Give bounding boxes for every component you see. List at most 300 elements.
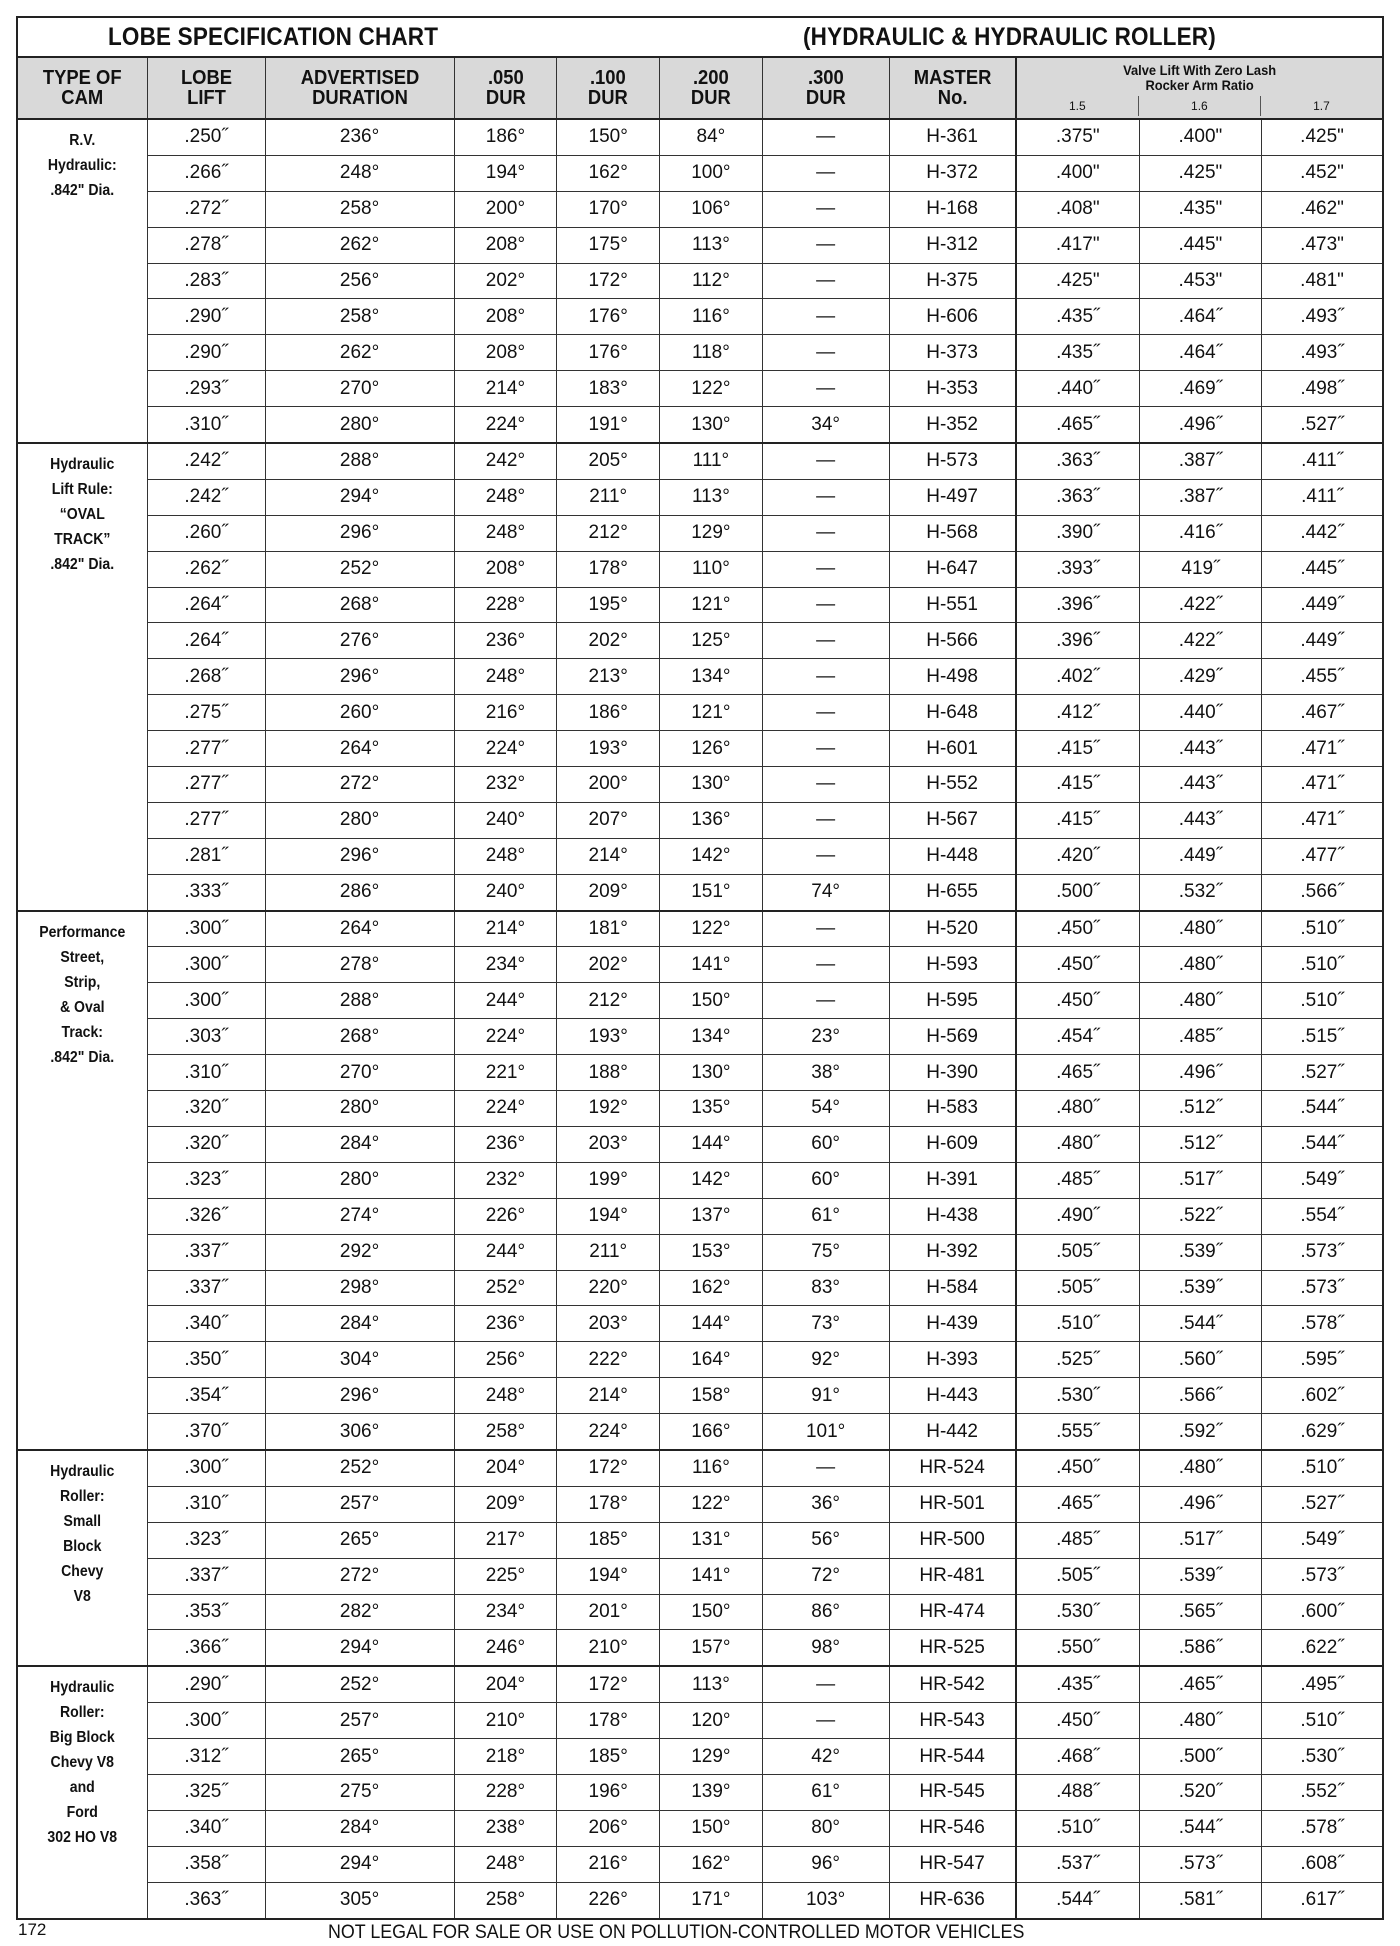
master-no-cell: H-442 xyxy=(889,1414,1016,1450)
dur-100-cell: 201° xyxy=(557,1594,660,1630)
dur-300-cell: — xyxy=(762,911,889,947)
master-no-cell: HR-547 xyxy=(889,1846,1016,1882)
dur-100-cell: 162° xyxy=(557,155,660,191)
dur-100-cell: 186° xyxy=(557,695,660,731)
advertised-duration-cell: 264° xyxy=(265,731,454,767)
dur-200-cell: 150° xyxy=(660,1810,763,1846)
dur-050-cell: 248° xyxy=(454,1378,557,1414)
page-footer xyxy=(0,1920,1400,1944)
advertised-duration-cell: 292° xyxy=(265,1234,454,1270)
valve-lift-1-6-cell: .440˝ xyxy=(1139,695,1261,731)
lobe-lift-cell: .363˝ xyxy=(147,1882,265,1918)
cam-type-label-line: Block xyxy=(63,1537,102,1555)
valve-lift-1-5-cell: .500˝ xyxy=(1016,874,1139,910)
valve-lift-1-7-cell: .411˝ xyxy=(1262,443,1383,479)
dur-100-cell: 207° xyxy=(557,802,660,838)
valve-lift-1-6-cell: .500˝ xyxy=(1139,1739,1261,1775)
dur-100-cell: 192° xyxy=(557,1091,660,1127)
dur-050-cell: 208° xyxy=(454,335,557,371)
valve-lift-1-6-cell: .522˝ xyxy=(1139,1198,1261,1234)
valve-lift-1-5-cell: .415˝ xyxy=(1016,767,1139,803)
valve-lift-1-5-cell: .505˝ xyxy=(1016,1558,1139,1594)
dur-050-cell: 224° xyxy=(454,1019,557,1055)
dur-300-cell: — xyxy=(762,515,889,551)
dur-050-cell: 218° xyxy=(454,1739,557,1775)
dur-200-cell: 139° xyxy=(660,1774,763,1810)
cam-type-label-line: V8 xyxy=(73,1587,91,1605)
dur-050-cell: 194° xyxy=(454,155,557,191)
dur-100-cell: 185° xyxy=(557,1522,660,1558)
valve-lift-1-6-cell: .443˝ xyxy=(1139,802,1261,838)
valve-lift-1-6-cell: .496˝ xyxy=(1139,407,1261,443)
dur-050-cell: 228° xyxy=(454,587,557,623)
advertised-duration-cell: 294° xyxy=(265,1630,454,1666)
dur-300-cell: 91° xyxy=(762,1378,889,1414)
valve-lift-1-5-cell: .525˝ xyxy=(1016,1342,1139,1378)
dur-050-cell: 224° xyxy=(454,731,557,767)
dur-300-cell: 74° xyxy=(762,874,889,910)
valve-lift-1-7-cell: .566˝ xyxy=(1262,874,1383,910)
dur-300-cell: 98° xyxy=(762,1630,889,1666)
valve-lift-1-7-cell: .452" xyxy=(1262,155,1383,191)
dur-050-cell: 226° xyxy=(454,1198,557,1234)
dur-300-cell: 38° xyxy=(762,1055,889,1091)
dur-050-cell: 208° xyxy=(454,551,557,587)
header-lobe-lift: LOBE LIFT xyxy=(147,57,265,119)
lobe-lift-cell: .275˝ xyxy=(147,695,265,731)
dur-300-cell: 36° xyxy=(762,1486,889,1522)
dur-100-cell: 220° xyxy=(557,1270,660,1306)
advertised-duration-cell: 280° xyxy=(265,1162,454,1198)
dur-200-cell: 130° xyxy=(660,1055,763,1091)
table-row xyxy=(17,1558,1383,1594)
dur-100-cell: 178° xyxy=(557,1486,660,1522)
dur-200-cell: 122° xyxy=(660,1486,763,1522)
dur-100-cell: 196° xyxy=(557,1774,660,1810)
table-row xyxy=(17,1414,1383,1450)
dur-300-cell: — xyxy=(762,947,889,983)
valve-lift-1-7-cell: .552˝ xyxy=(1262,1774,1383,1810)
valve-lift-1-5-cell: .450˝ xyxy=(1016,1703,1139,1739)
lobe-spec-table xyxy=(16,56,1384,1920)
cam-type-label-line: Roller: xyxy=(59,1704,105,1722)
valve-lift-1-7-cell: .510˝ xyxy=(1262,1450,1383,1486)
valve-lift-1-7-cell: .617˝ xyxy=(1262,1882,1383,1918)
dur-300-cell: — xyxy=(762,587,889,623)
dur-100-cell: 172° xyxy=(557,1450,660,1486)
dur-200-cell: 110° xyxy=(660,551,763,587)
dur-300-cell: 92° xyxy=(762,1342,889,1378)
advertised-duration-cell: 256° xyxy=(265,263,454,299)
dur-200-cell: 106° xyxy=(660,191,763,227)
dur-200-cell: 166° xyxy=(660,1414,763,1450)
valve-lift-1-6-cell: .566˝ xyxy=(1139,1378,1261,1414)
master-no-cell: H-361 xyxy=(889,119,1016,155)
dur-300-cell: — xyxy=(762,983,889,1019)
dur-200-cell: 157° xyxy=(660,1630,763,1666)
dur-100-cell: 214° xyxy=(557,1378,660,1414)
table-row xyxy=(17,479,1383,515)
dur-050-cell: 216° xyxy=(454,695,557,731)
dur-100-cell: 212° xyxy=(557,515,660,551)
advertised-duration-cell: 280° xyxy=(265,407,454,443)
lobe-lift-cell: .290˝ xyxy=(147,335,265,371)
valve-lift-1-5-cell: .390˝ xyxy=(1016,515,1139,551)
dur-100-cell: 211° xyxy=(557,1234,660,1270)
valve-lift-1-7-cell: .595˝ xyxy=(1262,1342,1383,1378)
master-no-cell: H-391 xyxy=(889,1162,1016,1198)
valve-lift-1-6-cell: .512˝ xyxy=(1139,1091,1261,1127)
dur-200-cell: 150° xyxy=(660,1594,763,1630)
dur-050-cell: 214° xyxy=(454,911,557,947)
valve-lift-1-7-cell: .544˝ xyxy=(1262,1126,1383,1162)
valve-lift-1-6-cell: .443˝ xyxy=(1139,767,1261,803)
valve-lift-1-7-cell: .530˝ xyxy=(1262,1739,1383,1775)
dur-100-cell: 226° xyxy=(557,1882,660,1918)
advertised-duration-cell: 260° xyxy=(265,695,454,731)
advertised-duration-cell: 272° xyxy=(265,1558,454,1594)
dur-200-cell: 129° xyxy=(660,1739,763,1775)
header-100-dur: .100 DUR xyxy=(557,57,660,119)
lobe-lift-cell: .242˝ xyxy=(147,479,265,515)
table-row xyxy=(17,1019,1383,1055)
advertised-duration-cell: 268° xyxy=(265,1019,454,1055)
cam-type-label-line: Small xyxy=(63,1512,102,1530)
master-no-cell: HR-542 xyxy=(889,1666,1016,1702)
valve-lift-1-7-cell: .510˝ xyxy=(1262,947,1383,983)
dur-100-cell: 193° xyxy=(557,731,660,767)
table-row xyxy=(17,695,1383,731)
valve-lift-1-7-cell: .477˝ xyxy=(1262,838,1383,874)
dur-050-cell: 228° xyxy=(454,1774,557,1810)
valve-lift-1-6-cell: .465˝ xyxy=(1139,1666,1261,1702)
cam-type-label-line: Hydraulic xyxy=(50,1462,115,1480)
valve-lift-1-7-cell: .573˝ xyxy=(1262,1270,1383,1306)
dur-300-cell: — xyxy=(762,335,889,371)
dur-300-cell: — xyxy=(762,551,889,587)
lobe-lift-cell: .323˝ xyxy=(147,1522,265,1558)
valve-lift-1-7-cell: .549˝ xyxy=(1262,1162,1383,1198)
dur-100-cell: 213° xyxy=(557,659,660,695)
master-no-cell: H-439 xyxy=(889,1306,1016,1342)
master-no-cell: H-312 xyxy=(889,227,1016,263)
advertised-duration-cell: 257° xyxy=(265,1703,454,1739)
valve-lift-1-5-cell: .505˝ xyxy=(1016,1234,1139,1270)
dur-100-cell: 195° xyxy=(557,587,660,623)
cam-type-label-line: Track: xyxy=(61,1023,104,1041)
dur-050-cell: 224° xyxy=(454,407,557,443)
dur-200-cell: 142° xyxy=(660,838,763,874)
dur-300-cell: 80° xyxy=(762,1810,889,1846)
valve-lift-1-6-cell: .480˝ xyxy=(1139,947,1261,983)
advertised-duration-cell: 280° xyxy=(265,1091,454,1127)
dur-300-cell: 72° xyxy=(762,1558,889,1594)
valve-lift-1-6-cell: .449˝ xyxy=(1139,838,1261,874)
dur-050-cell: 224° xyxy=(454,1091,557,1127)
dur-300-cell: 34° xyxy=(762,407,889,443)
table-row xyxy=(17,1234,1383,1270)
dur-200-cell: 144° xyxy=(660,1126,763,1162)
advertised-duration-cell: 296° xyxy=(265,1378,454,1414)
valve-lift-1-7-cell: .411˝ xyxy=(1262,479,1383,515)
advertised-duration-cell: 288° xyxy=(265,983,454,1019)
valve-lift-1-5-cell: .555˝ xyxy=(1016,1414,1139,1450)
dur-300-cell: 103° xyxy=(762,1882,889,1918)
table-row xyxy=(17,1270,1383,1306)
cam-type-label-line: Big Block xyxy=(49,1729,115,1747)
dur-050-cell: 210° xyxy=(454,1703,557,1739)
cam-type-label-line: & Oval xyxy=(59,998,105,1016)
valve-lift-1-7-cell: .442˝ xyxy=(1262,515,1383,551)
valve-lift-1-7-cell: .493˝ xyxy=(1262,299,1383,335)
valve-lift-title: Valve Lift With Zero Lash xyxy=(1122,61,1276,78)
ratio-1-6: 1.6 xyxy=(1138,96,1260,116)
lobe-lift-cell: .300˝ xyxy=(147,1703,265,1739)
table-row xyxy=(17,1198,1383,1234)
dur-050-cell: 246° xyxy=(454,1630,557,1666)
master-no-cell: H-601 xyxy=(889,731,1016,767)
valve-lift-1-5-cell: .490˝ xyxy=(1016,1198,1139,1234)
dur-200-cell: 135° xyxy=(660,1091,763,1127)
lobe-lift-cell: .325˝ xyxy=(147,1774,265,1810)
dur-100-cell: 200° xyxy=(557,767,660,803)
dur-300-cell: 60° xyxy=(762,1126,889,1162)
lobe-lift-cell: .333˝ xyxy=(147,874,265,910)
dur-200-cell: 84° xyxy=(660,119,763,155)
master-no-cell: H-569 xyxy=(889,1019,1016,1055)
dur-050-cell: 240° xyxy=(454,874,557,910)
valve-lift-1-5-cell: .363˝ xyxy=(1016,479,1139,515)
advertised-duration-cell: 282° xyxy=(265,1594,454,1630)
lobe-lift-cell: .366˝ xyxy=(147,1630,265,1666)
cam-type-label-line: Chevy xyxy=(61,1562,104,1580)
valve-lift-1-5-cell: .465˝ xyxy=(1016,1486,1139,1522)
advertised-duration-cell: 252° xyxy=(265,1450,454,1486)
dur-300-cell: — xyxy=(762,119,889,155)
dur-200-cell: 130° xyxy=(660,767,763,803)
valve-lift-1-7-cell: .578˝ xyxy=(1262,1810,1383,1846)
lobe-lift-cell: .340˝ xyxy=(147,1810,265,1846)
table-row xyxy=(17,1306,1383,1342)
advertised-duration-cell: 288° xyxy=(265,443,454,479)
advertised-duration-cell: 264° xyxy=(265,911,454,947)
dur-050-cell: 234° xyxy=(454,947,557,983)
lobe-lift-cell: .310˝ xyxy=(147,1486,265,1522)
master-no-cell: H-583 xyxy=(889,1091,1016,1127)
table-row xyxy=(17,1486,1383,1522)
dur-200-cell: 131° xyxy=(660,1522,763,1558)
page-number: 172 xyxy=(18,1920,47,1939)
valve-lift-1-5-cell: .363˝ xyxy=(1016,443,1139,479)
dur-050-cell: 244° xyxy=(454,983,557,1019)
valve-lift-1-6-cell: .416˝ xyxy=(1139,515,1261,551)
table-row xyxy=(17,515,1383,551)
lobe-lift-cell: .312˝ xyxy=(147,1739,265,1775)
advertised-duration-cell: 248° xyxy=(265,155,454,191)
table-row xyxy=(17,731,1383,767)
valve-lift-1-6-cell: .496˝ xyxy=(1139,1055,1261,1091)
valve-lift-1-6-cell: .400" xyxy=(1139,119,1261,155)
master-no-cell: HR-525 xyxy=(889,1630,1016,1666)
valve-lift-1-6-cell: .581˝ xyxy=(1139,1882,1261,1918)
advertised-duration-cell: 270° xyxy=(265,371,454,407)
dur-050-cell: 240° xyxy=(454,802,557,838)
advertised-duration-cell: 262° xyxy=(265,335,454,371)
valve-lift-1-5-cell: .400" xyxy=(1016,155,1139,191)
dur-200-cell: 116° xyxy=(660,1450,763,1486)
dur-050-cell: 248° xyxy=(454,1846,557,1882)
dur-100-cell: 211° xyxy=(557,479,660,515)
valve-lift-1-6-cell: .532˝ xyxy=(1139,874,1261,910)
advertised-duration-cell: 265° xyxy=(265,1739,454,1775)
dur-300-cell: 23° xyxy=(762,1019,889,1055)
dur-200-cell: 142° xyxy=(660,1162,763,1198)
dur-300-cell: 96° xyxy=(762,1846,889,1882)
header-valve-lift xyxy=(1016,57,1383,119)
dur-050-cell: 234° xyxy=(454,1594,557,1630)
table-row xyxy=(17,1810,1383,1846)
dur-100-cell: 170° xyxy=(557,191,660,227)
dur-300-cell: — xyxy=(762,155,889,191)
table-row xyxy=(17,407,1383,443)
valve-lift-1-5-cell: .393˝ xyxy=(1016,551,1139,587)
valve-lift-1-5-cell: .537˝ xyxy=(1016,1846,1139,1882)
advertised-duration-cell: 278° xyxy=(265,947,454,983)
valve-lift-1-6-cell: .435" xyxy=(1139,191,1261,227)
dur-200-cell: 144° xyxy=(660,1306,763,1342)
dur-100-cell: 178° xyxy=(557,1703,660,1739)
valve-lift-1-5-cell: .450˝ xyxy=(1016,983,1139,1019)
dur-200-cell: 122° xyxy=(660,911,763,947)
valve-lift-1-5-cell: .485˝ xyxy=(1016,1162,1139,1198)
table-row xyxy=(17,263,1383,299)
lobe-lift-cell: .303˝ xyxy=(147,1019,265,1055)
dur-300-cell: 75° xyxy=(762,1234,889,1270)
valve-lift-1-5-cell: .396˝ xyxy=(1016,587,1139,623)
master-no-cell: H-584 xyxy=(889,1270,1016,1306)
dur-050-cell: 248° xyxy=(454,838,557,874)
header-master-no: MASTER No. xyxy=(889,57,1016,119)
valve-lift-1-6-cell: .480˝ xyxy=(1139,911,1261,947)
cam-type-label-line: Hydraulic xyxy=(50,456,115,474)
ratio-1-5: 1.5 xyxy=(1068,98,1086,113)
dur-100-cell: 176° xyxy=(557,335,660,371)
master-no-cell: H-392 xyxy=(889,1234,1016,1270)
dur-300-cell: — xyxy=(762,371,889,407)
master-no-cell: H-606 xyxy=(889,299,1016,335)
table-row xyxy=(17,1594,1383,1630)
valve-lift-1-5-cell: .450˝ xyxy=(1016,1450,1139,1486)
valve-lift-1-7-cell: .527˝ xyxy=(1262,407,1383,443)
valve-lift-1-5-cell: .510˝ xyxy=(1016,1810,1139,1846)
dur-200-cell: 134° xyxy=(660,659,763,695)
table-row xyxy=(17,767,1383,803)
valve-lift-1-5-cell: .417" xyxy=(1016,227,1139,263)
cam-type-label-line: .842" Dia. xyxy=(50,556,115,574)
valve-lift-1-7-cell: .549˝ xyxy=(1262,1522,1383,1558)
master-no-cell: H-520 xyxy=(889,911,1016,947)
valve-lift-1-5-cell: .420˝ xyxy=(1016,838,1139,874)
lobe-lift-cell: .310˝ xyxy=(147,1055,265,1091)
dur-200-cell: 162° xyxy=(660,1846,763,1882)
dur-300-cell: 83° xyxy=(762,1270,889,1306)
valve-lift-1-5-cell: .435˝ xyxy=(1016,1666,1139,1702)
master-no-cell: H-353 xyxy=(889,371,1016,407)
header-row xyxy=(17,57,1383,119)
valve-lift-1-5-cell: .412˝ xyxy=(1016,695,1139,731)
master-no-cell: H-573 xyxy=(889,443,1016,479)
dur-200-cell: 126° xyxy=(660,731,763,767)
lobe-lift-cell: .323˝ xyxy=(147,1162,265,1198)
dur-200-cell: 116° xyxy=(660,299,763,335)
valve-lift-1-5-cell: .440˝ xyxy=(1016,371,1139,407)
table-row xyxy=(17,983,1383,1019)
table-row xyxy=(17,1846,1383,1882)
table-row xyxy=(17,119,1383,155)
valve-lift-1-7-cell: .510˝ xyxy=(1262,983,1383,1019)
lobe-lift-cell: .266˝ xyxy=(147,155,265,191)
header-200-dur: .200 DUR xyxy=(660,57,763,119)
valve-lift-1-7-cell: .493˝ xyxy=(1262,335,1383,371)
valve-lift-1-6-cell: .539˝ xyxy=(1139,1558,1261,1594)
dur-100-cell: 191° xyxy=(557,407,660,443)
dur-100-cell: 172° xyxy=(557,263,660,299)
lobe-lift-cell: .272˝ xyxy=(147,191,265,227)
valve-lift-1-6-cell: .464˝ xyxy=(1139,299,1261,335)
dur-300-cell: — xyxy=(762,1666,889,1702)
master-no-cell: H-567 xyxy=(889,802,1016,838)
dur-050-cell: 214° xyxy=(454,371,557,407)
table-row xyxy=(17,838,1383,874)
dur-100-cell: 172° xyxy=(557,1666,660,1702)
advertised-duration-cell: 296° xyxy=(265,659,454,695)
valve-lift-1-6-cell: .387˝ xyxy=(1139,479,1261,515)
valve-lift-1-7-cell: .510˝ xyxy=(1262,911,1383,947)
dur-100-cell: 222° xyxy=(557,1342,660,1378)
valve-lift-1-5-cell: .544˝ xyxy=(1016,1882,1139,1918)
valve-lift-1-5-cell: .402˝ xyxy=(1016,659,1139,695)
master-no-cell: HR-501 xyxy=(889,1486,1016,1522)
dur-200-cell: 141° xyxy=(660,947,763,983)
dur-200-cell: 129° xyxy=(660,515,763,551)
dur-100-cell: 205° xyxy=(557,443,660,479)
dur-100-cell: 194° xyxy=(557,1198,660,1234)
lobe-lift-cell: .268˝ xyxy=(147,659,265,695)
dur-050-cell: 186° xyxy=(454,119,557,155)
header-type-of-cam: TYPE OF CAM xyxy=(17,57,147,119)
dur-300-cell: 61° xyxy=(762,1198,889,1234)
valve-lift-1-5-cell: .488˝ xyxy=(1016,1774,1139,1810)
valve-lift-1-7-cell: .573˝ xyxy=(1262,1234,1383,1270)
cam-type-label-line: Strip, xyxy=(64,973,101,991)
advertised-duration-cell: 284° xyxy=(265,1306,454,1342)
cam-type-label-line: Performance xyxy=(39,923,126,941)
dur-050-cell: 258° xyxy=(454,1882,557,1918)
cam-type-cell xyxy=(17,1450,147,1666)
lobe-lift-cell: .337˝ xyxy=(147,1558,265,1594)
advertised-duration-cell: 272° xyxy=(265,767,454,803)
lobe-lift-cell: .290˝ xyxy=(147,299,265,335)
dur-050-cell: 232° xyxy=(454,767,557,803)
table-row xyxy=(17,1630,1383,1666)
lobe-lift-cell: .300˝ xyxy=(147,1450,265,1486)
valve-lift-1-6-cell: .539˝ xyxy=(1139,1234,1261,1270)
advertised-duration-cell: 284° xyxy=(265,1126,454,1162)
valve-lift-1-5-cell: .468˝ xyxy=(1016,1739,1139,1775)
advertised-duration-cell: 294° xyxy=(265,1846,454,1882)
valve-lift-1-7-cell: .554˝ xyxy=(1262,1198,1383,1234)
rocker-ratio-title: Rocker Arm Ratio xyxy=(1145,76,1254,93)
